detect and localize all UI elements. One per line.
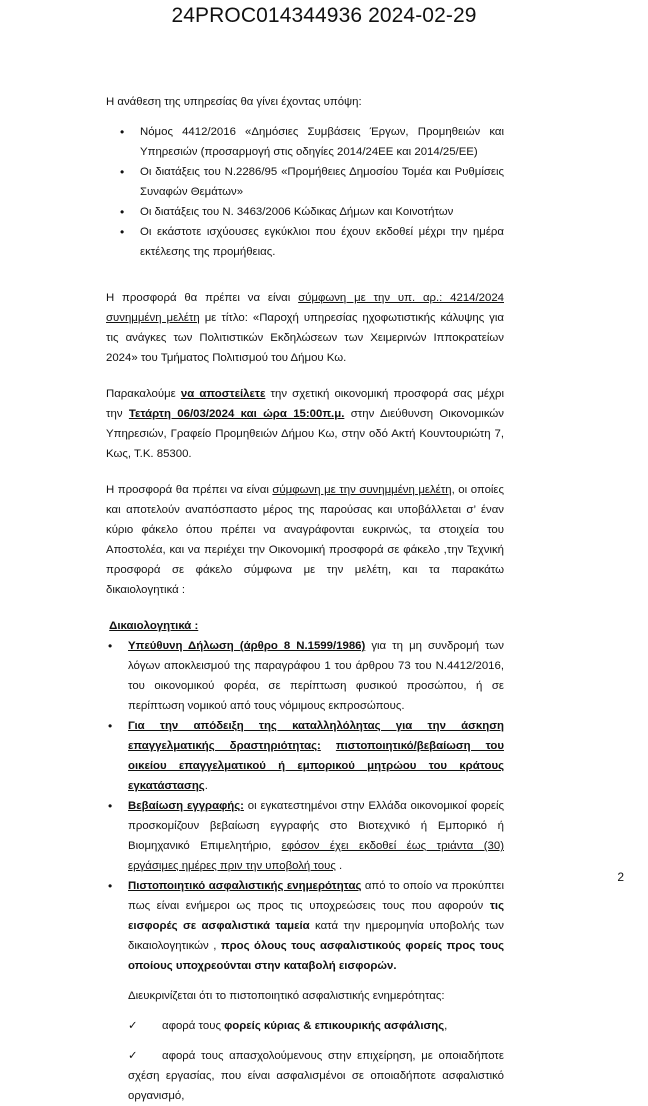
intro-text: Η ανάθεση της υπηρεσίας θα γίνει έχοντας υπόψη: [106, 96, 362, 108]
submission-deadline-paragraph: Παρακαλούμε να αποστείλετε την σχετική οικονομική προσφορά σας μέχρι την Τετάρτη 06/03/2024 και ώρα 15:00π.μ. στην Διεύθυνση Οικονομικών Υπηρεσιών, Γραφείο Προμηθειών Δήμου Κω, στην οδό Ακτή Κουντουριώτη 7, Κως, Τ.Κ. 85300. [106, 388, 504, 460]
checkmark-icon: ✓ [128, 1020, 138, 1032]
study-reference: σύμφωνη με την υπ. αρ.: 4214/2024 συνημμένη μελέτη [106, 292, 504, 324]
clarification-text: Διευκρινίζεται ότι το πιστοποιητικό ασφαλιστικής ενημερότητας: [128, 990, 445, 1002]
offer-conformity-paragraph: Η προσφορά θα πρέπει να είναι σύμφωνη με την υπ. αρ.: 4214/2024 συνημμένη μελέτη με τίτλο: «Παροχή υπηρεσίας ηχοφωτιστικής κάλυψης για τις ανάγκες των Πολιτιστικών Εκδηλώσεων των Χειμερινών Ιπποκρατείων 2024» του Τμήματος Πολιτισμού του Δήμου Κω. [106, 292, 504, 364]
list-item: • Οι διατάξεις του Ν. 3463/2006 Κώδικας Δήμων και Κοινοτήτων [106, 202, 504, 222]
documents-heading: Δικαιολογητικά : [109, 620, 199, 632]
document-id-header: 24PROC014344936 2024-02-29 [171, 4, 477, 27]
check-item: ✓ αφορά τους απασχολούμενους στην επιχείρηση, με οποιαδήποτε σχέση εργασίας, που είναι ασφαλισμένοι σε οποιαδήποτε ασφαλιστικό οργανισμό, [106, 1046, 504, 1106]
required-documents-list [106, 636, 504, 976]
document-body [106, 92, 504, 1106]
list-item: • Βεβαίωση εγγραφής: οι εγκατεστημένοι στην Ελλάδα οικονομικοί φορείς προσκομίζουν βεβαίωση εγγραφής στο Βιοτεχνικό ή Εμπορικό ή Βιομηχανικό Επιμελητήριο, εφόσον έχει εκδοθεί έως τριάντα (30) εργάσιμες ημέρες πριν την υποβολή τους . [106, 796, 504, 876]
page-number: 2 [617, 870, 624, 884]
list-item: • Πιστοποιητικό ασφαλιστικής ενημερότητας από το οποίο να προκύπτει πως είναι ενήμεροι ως προς τις υποχρεώσεις τους που αφορούν τις εισφορές σε ασφαλιστικά ταμεία κατά την ημερομηνία υποβολής των δικαιολογητικών , προς όλους τους ασφαλιστικούς φορείς προς τους οποίους υποχρεούνται στην καταβολή εισφορών. [106, 876, 504, 976]
list-item: • Οι εκάστοτε ισχύουσες εγκύκλιοι που έχουν εκδοθεί μέχρι την ημέρα εκτέλεσης της προμήθειας. [106, 222, 504, 262]
deadline-date: Τετάρτη 06/03/2024 και ώρα 15:00π.μ. [128, 408, 345, 420]
list-item: • Υπεύθυνη Δήλωση (άρθρο 8 Ν.1599/1986) για τη μη συνδρομή των λόγων αποκλεισμού της παραγράφου 1 του άρθρου 73 του Ν.4412/2016, του οικονομικού φορέα, σε περίπτωση φυσικού προσώπου, ή σε περίπτωση νομικού από τους νόμιμους εκπροσώπους. [106, 636, 504, 716]
checkmark-icon: ✓ [128, 1050, 138, 1062]
envelope-instructions-paragraph: Η προσφορά θα πρέπει να είναι σύμφωνη με την συνημμένη μελέτη, οι οποίες και αποτελούν αναπόσπαστο μέρος της παρούσας και υποβάλλεται σ’ έναν κύριο φάκελο όπου πρέπει να αναγράφονται ευκρινώς, τα στοιχεία του Αποστολέα, και να περιέχει την Οικονομική προσφορά σε φάκελο ,την Τεχνική προσφορά σε φάκελο σύμφωνα με την μελέτη, και τα παρακάτω δικαιολογητικά : [106, 484, 505, 596]
list-item: • Οι διατάξεις του Ν.2286/95 «Προμήθειες Δημοσίου Τομέα και Ρυθμίσεις Συναφών Θεμάτων» [106, 162, 504, 202]
legal-basis-list [106, 122, 504, 262]
list-item: • Νόμος 4412/2016 «Δημόσιες Συμβάσεις Έργων, Προμηθειών και Υπηρεσιών (προσαρμογή στις οδηγίες 2014/24ΕΕ και 2014/25/ΕΕ) [106, 122, 504, 162]
check-item: ✓ αφορά τους φορείς κύριας & επικουρικής ασφάλισης, [106, 1016, 504, 1036]
list-item: • Για την απόδειξη της καταλληλόλητας για την άσκηση επαγγελματικής δραστηριότητας: πιστοποιητικό/βεβαίωση του οικείου επαγγελματικού ή εμπορικού μητρώου του κράτους εγκατάστασης. [106, 716, 504, 796]
